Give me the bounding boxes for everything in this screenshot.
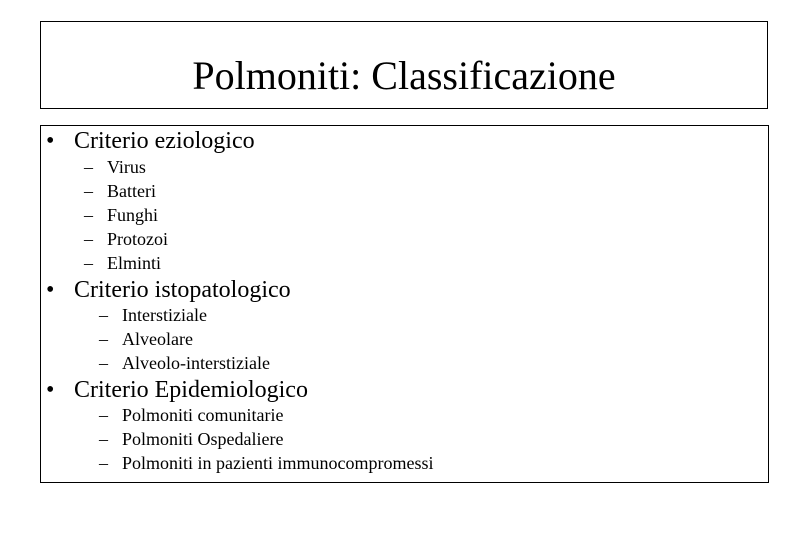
bullet-icon: • xyxy=(46,277,55,303)
list-item xyxy=(41,203,768,227)
dash-icon: – xyxy=(84,253,93,273)
list-item xyxy=(41,251,768,275)
bullet-icon: • xyxy=(46,377,55,403)
sub-list xyxy=(83,303,768,375)
bullet-icon: • xyxy=(46,128,55,154)
list-item-text: Polmoniti Ospedaliere xyxy=(122,429,284,449)
dash-icon: – xyxy=(99,353,108,373)
dash-icon: – xyxy=(99,329,108,349)
section-heading-text: Criterio Epidemiologico xyxy=(74,377,308,403)
list-item-text: Virus xyxy=(107,157,146,177)
section-heading xyxy=(41,276,768,304)
dash-icon: – xyxy=(99,429,108,449)
list-item-text: Elminti xyxy=(107,253,161,273)
sub-list xyxy=(83,403,768,475)
list-item xyxy=(41,179,768,203)
list-item xyxy=(83,451,768,475)
list-item xyxy=(83,303,768,327)
list-item-text: Protozoi xyxy=(107,229,168,249)
section-heading-text: Criterio istopatologico xyxy=(74,277,291,303)
list-item xyxy=(83,427,768,451)
section-heading xyxy=(41,376,768,404)
list-item xyxy=(41,227,768,251)
section-heading-text: Criterio eziologico xyxy=(74,128,255,154)
slide-title-box xyxy=(40,21,768,109)
sub-list xyxy=(41,155,768,275)
dash-icon: – xyxy=(84,229,93,249)
dash-icon: – xyxy=(84,181,93,201)
list-item-text: Batteri xyxy=(107,181,156,201)
dash-icon: – xyxy=(84,157,93,177)
slide-content-box xyxy=(40,125,769,483)
section-epidemiologico xyxy=(41,376,768,475)
dash-icon: – xyxy=(99,405,108,425)
list-item xyxy=(83,351,768,375)
list-item-text: Interstiziale xyxy=(122,305,207,325)
list-item-text: Alveolare xyxy=(122,329,193,349)
dash-icon: – xyxy=(99,305,108,325)
list-item xyxy=(41,155,768,179)
list-item-text: Funghi xyxy=(107,205,159,225)
dash-icon: – xyxy=(99,453,108,473)
list-item-text: Polmoniti comunitarie xyxy=(122,405,284,425)
dash-icon: – xyxy=(84,205,93,225)
section-heading xyxy=(41,127,768,155)
section-istopatologico xyxy=(41,276,768,375)
list-item-text: Alveolo-interstiziale xyxy=(122,353,270,373)
list-item xyxy=(83,403,768,427)
section-eziologico xyxy=(41,127,768,275)
list-item-text: Polmoniti in pazienti immunocompromessi xyxy=(122,453,434,473)
slide-title: Polmoniti: Classificazione xyxy=(192,53,616,98)
list-item xyxy=(83,327,768,351)
